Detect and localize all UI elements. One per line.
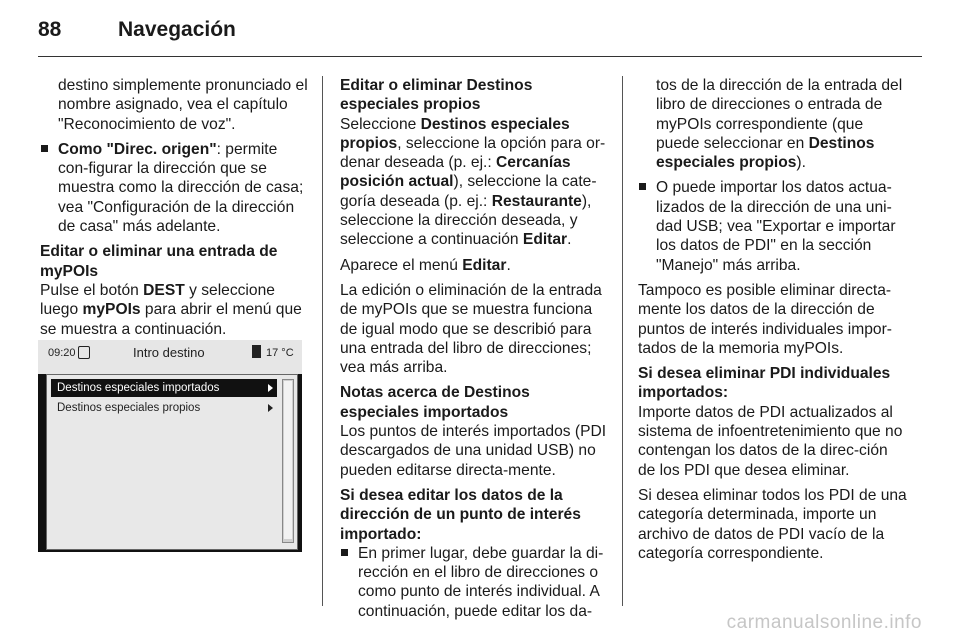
column-divider bbox=[622, 76, 623, 606]
column-3 bbox=[638, 76, 908, 569]
paragraph: destino simplemente pronunciado el nombre asignado, vea el capítulo "Reconocimiento de voz". bbox=[58, 77, 308, 133]
bullet-item bbox=[40, 140, 308, 236]
screen-temperature: 17 °C bbox=[266, 347, 294, 359]
section-heading: Editar o eliminar Destinos especiales propios bbox=[340, 77, 533, 114]
section-heading: Notas acerca de Destinos especiales importados bbox=[340, 384, 530, 421]
section-heading: Si desea editar los datos de la dirección de un punto de interés importado: bbox=[340, 486, 581, 543]
section-heading: Editar o eliminar una entrada de myPOIs bbox=[40, 243, 278, 280]
column-2 bbox=[340, 76, 608, 627]
paragraph: Seleccione Destinos especiales propios, seleccione la opción para or-denar deseada (p. ej.: Cercanías posición actual), seleccione la cate-goría deseada (p. ej.: Restaurante), seleccione la dirección deseada, y seleccione a continuación Editar. bbox=[340, 115, 606, 249]
chapter-title: Navegación bbox=[118, 18, 236, 41]
bullet-square-icon bbox=[341, 549, 348, 556]
infotainment-screen-figure bbox=[38, 340, 302, 552]
header-rule bbox=[38, 56, 922, 57]
bullet-square-icon bbox=[639, 183, 646, 190]
paragraph: Si desea eliminar todos los PDI de una categoría determinada, importe un archivo de datos de PDI vacío de la categoría correspondiente. bbox=[638, 486, 907, 562]
paragraph: Pulse el botón DEST y seleccione luego myPOIs para abrir el menú que se muestra a continuación. bbox=[40, 281, 302, 338]
section-heading: Si desea eliminar PDI individuales importados: bbox=[638, 365, 891, 402]
paragraph: La edición o eliminación de la entrada de myPOIs que se muestra funciona de igual modo que se describió para una entrada del libro de direcciones; vea más arriba. bbox=[340, 281, 602, 377]
menu-item-imported-pois[interactable]: Destinos especiales importados bbox=[51, 379, 277, 397]
paragraph: Los puntos de interés importados (PDI descargados de una unidad USB) no pueden editarse directa-mente. bbox=[340, 423, 607, 479]
chevron-right-icon bbox=[268, 384, 273, 392]
bullet-item bbox=[638, 178, 908, 274]
screen-title: Intro destino bbox=[133, 345, 205, 360]
watermark: carmanualsonline.info bbox=[726, 612, 922, 633]
screen-menu bbox=[46, 374, 298, 550]
page-header bbox=[38, 18, 236, 48]
menu-item-own-pois[interactable]: Destinos especiales propios bbox=[51, 399, 277, 417]
page-number: 88 bbox=[38, 18, 62, 41]
paragraph: Aparece el menú Editar. bbox=[340, 256, 511, 274]
chevron-right-icon bbox=[268, 404, 273, 412]
column-divider bbox=[322, 76, 323, 606]
bullet-square-icon bbox=[41, 145, 48, 152]
bullet-text: : permite con-figurar la dirección que se muestra como la dirección de casa; vea "Configuración de la dirección de casa" más adelante. bbox=[58, 140, 304, 236]
column-1 bbox=[40, 76, 308, 345]
screen-time: 09:20 bbox=[48, 347, 76, 359]
bullet-text: O puede importar los datos actua-lizados de la dirección de una uni-dad USB; vea "Exportar e importar los datos de PDI" en la sección "Manejo" más arriba. bbox=[656, 179, 896, 274]
paragraph: Importe datos de PDI actualizados al sistema de infoentretenimiento que no contengan los datos de la direc-ción de los PDI que desea eliminar. bbox=[638, 403, 903, 479]
scrollbar-thumb[interactable] bbox=[284, 381, 292, 539]
bullet-item bbox=[340, 544, 608, 621]
screen-scrollbar[interactable] bbox=[282, 379, 294, 543]
bold-term: Como "Direc. origen" bbox=[58, 140, 217, 158]
paragraph: Tampoco es posible eliminar directa-mente los datos de la dirección de puntos de interés individuales impor-tados de la memoria myPOIs. bbox=[638, 281, 892, 357]
clock-icon bbox=[78, 346, 90, 359]
paragraph: tos de la dirección de la entrada del libro de direcciones o entrada de myPOIs correspondiente (que puede seleccionar en Destinos especiales propios). bbox=[656, 77, 903, 172]
screen-status-bar bbox=[38, 340, 302, 374]
phone-icon bbox=[252, 345, 261, 358]
bullet-text: En primer lugar, debe guardar la di-rección en el libro de direcciones o como punto de interés individual. A continuación, puede editar los da- bbox=[358, 544, 604, 620]
